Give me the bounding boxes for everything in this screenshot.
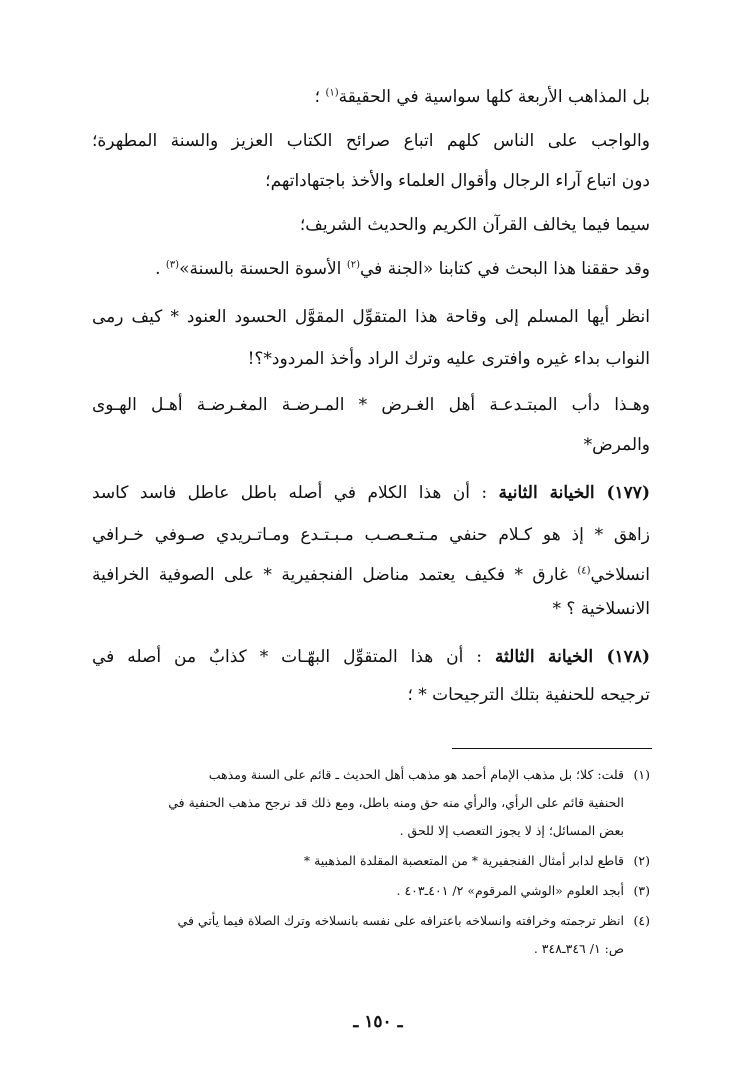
text-line-15: ترجيحه للحنفية بتلك الترجيحات * ؛ <box>407 685 650 705</box>
footnote-ref-1[interactable]: (١) <box>325 87 339 99</box>
text-line-12: انسلاخي$^{(٤)}$ غارق * فكيف يعتمد مناضل الفنجفيرية * على الصوفية الخرافية <box>92 565 650 585</box>
text-line-2: والواجب على الناس كلهم اتباع صرائح الكتاب العزيز والسنة المطهرة؛ <box>92 131 650 151</box>
footnote-1-number: (١) <box>633 767 650 782</box>
footnote-1-line-2: الحنفية قائم على الرأي، والرأي منه حق ومنه باطل، ومع ذلك قد نرجح مذهب الحنفية في <box>168 795 624 810</box>
text-line-11: زاهق * إذ هو كـلام حنفي مـتـعـصـب مـبـتـدع ومـاتـريدي صـوفي خـرافي <box>92 525 650 545</box>
text-line-14: (١٧٨) الخيانة الثالثة : أن هذا المتقوِّل البهّـات * كذابٌ من أصله في <box>92 647 650 667</box>
footnote-3: (٣)أبجد العلوم «الوشي المرقوم» ٢/ ٤٠١ـ٤٠٣ . <box>90 880 650 902</box>
text-line-3: دون اتباع آراء الرجال وأقوال العلماء والأخذ باجتهاداتهم؛ <box>265 171 650 191</box>
footnote-1-line-1: (١)قلت: كلا؛ بل مذهب الإمام أحمد هو مذهب أهل الحديث ـ قائم على السنة ومذهب <box>90 764 650 786</box>
text-line-10: (١٧٧) الخيانة الثانية : أن هذا الكلام في أصله باطل عاطل فاسد كاسد <box>92 483 650 503</box>
text-line-1: بل المذاهب الأربعة كلها سواسية في الحقيقة$^{(١)}$ ؛ <box>314 87 650 107</box>
footnote-2: (٢)قاطع لدابر أمثال الفنجفيرية * من المتعصبة المقلدة المذهبية * <box>90 850 650 872</box>
text-line-13: الانسلاخية ؟ * <box>552 599 650 619</box>
footnote-1-line-3: بعض المسائل؛ إذ لا يجوز التعصب إلا للحق . <box>399 823 624 838</box>
text-line-5: وقد حققنا هذا البحث في كتابنا «الجنة في$^{(٢)}$ الأسوة الحسنة بالسنة»$^{(٣)}$ . <box>155 259 650 279</box>
text-line-4: سيما فيما يخالف القرآن الكريم والحديث الشريف؛ <box>299 215 650 235</box>
text-line-9: والمرض* <box>583 435 650 455</box>
text-line-7: النواب بداء غيره وافترى عليه وترك الراد وأخذ المردود*؟! <box>247 349 650 369</box>
footnote-ref-4[interactable]: (٤) <box>577 565 591 577</box>
page-number: ـ ١٥٠ ـ <box>353 1012 403 1032</box>
footnote-separator <box>452 748 652 749</box>
footnote-ref-3[interactable]: (٣) <box>165 259 180 271</box>
footnote-ref-2[interactable]: (٢) <box>346 259 361 271</box>
footnote-2-number: (٢) <box>633 853 650 868</box>
footnote-3-number: (٣) <box>633 883 650 898</box>
text-line-8: وهـذا دأب المبتـدعـة أهل الغـرض * المـرضـة المغـرضـة أهـل الهـوى <box>92 395 650 415</box>
footnote-4-number: (٤) <box>633 913 650 928</box>
section-heading-178: (١٧٨) الخيانة الثالثة <box>494 647 650 667</box>
section-heading-177: (١٧٧) الخيانة الثانية <box>498 483 650 503</box>
footnote-4-line-2: ص: ١/ ٣٤٦ـ٣٤٨ . <box>533 941 624 956</box>
footnote-4-line-1: (٤)انظر ترجمته وخرافته وانسلاخه باعترافه على نفسه بانسلاخه وترك الصلاة فيما يأتي في <box>90 910 650 932</box>
text-line-6: انظر أيها المسلم إلى وقاحة هذا المتقوِّل المقوَّل الحسود العنود * كيف رمى <box>92 307 650 327</box>
